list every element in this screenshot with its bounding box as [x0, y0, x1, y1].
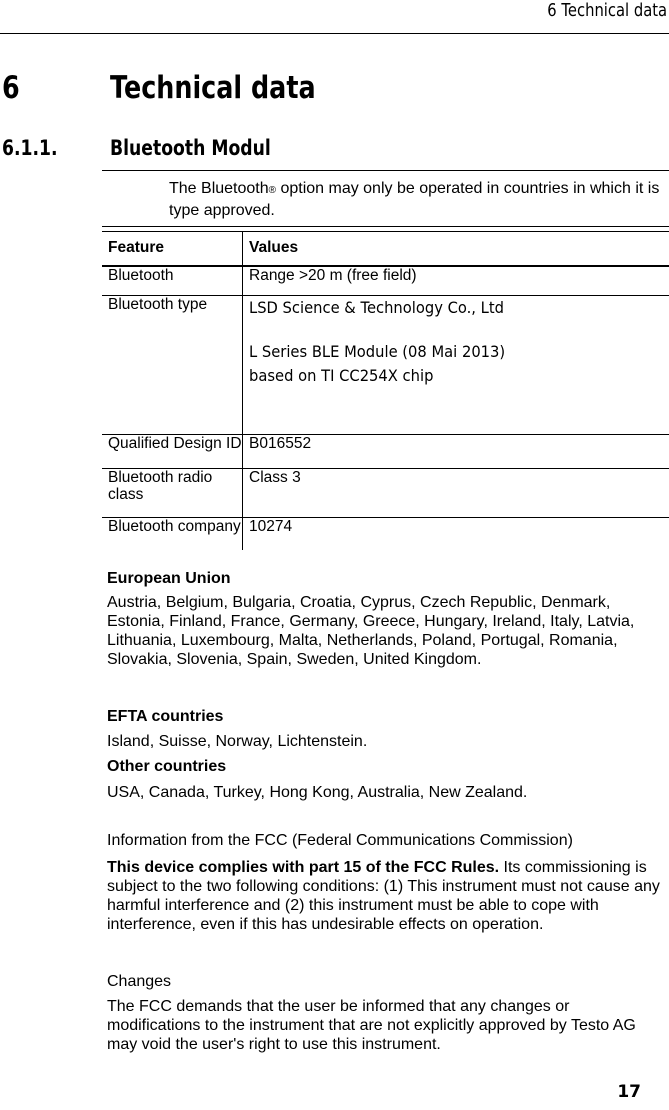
- feature-cell: Bluetooth company: [102, 518, 243, 550]
- other-heading-text: Other countries: [107, 758, 227, 775]
- registered-mark: ®: [268, 185, 276, 196]
- approval-note: [169, 179, 664, 221]
- value-cell: 10274: [249, 518, 293, 535]
- fcc-compliance-lead: This device complies with part 15 of the FCC Rules.: [107, 859, 500, 876]
- note-divider-top: [102, 170, 669, 171]
- fcc-compliance-rest: Its commissioning is subject to the two following conditions: (1) This instrument must not cause any harmful interference and (2) this instrument must be able to cope with interference, even if this has undesirable effects on operation.: [107, 859, 660, 933]
- other-heading: [107, 757, 662, 776]
- table-row: [102, 469, 669, 518]
- table-row: [102, 296, 669, 435]
- section-number: 6.1.1.: [2, 136, 58, 160]
- header-divider: [0, 33, 669, 34]
- efta-heading-text: EFTA countries: [107, 708, 224, 725]
- feature-cell: Bluetooth radio class: [102, 469, 243, 518]
- table-row: [102, 435, 669, 469]
- chapter-number: 6: [2, 70, 20, 106]
- fcc-changes-text: The FCC demands that the user be informed that any changes or modifications to the instrument that are not explicitly approved by Testo AG may void the user's right to use this instrument.: [107, 998, 636, 1053]
- eu-heading-text: European Union: [107, 570, 231, 587]
- column-header-values: Values: [249, 239, 299, 256]
- efta-countries: Island, Suisse, Norway, Lichtenstein.: [107, 733, 368, 750]
- value-cell: [243, 296, 669, 435]
- other-countries: USA, Canada, Turkey, Hong Kong, Australia, New Zealand.: [107, 784, 528, 801]
- value-cell: B016552: [249, 435, 312, 452]
- note-divider-bottom: [102, 226, 669, 227]
- fcc-intro: Information from the FCC (Federal Communications Commission): [107, 832, 573, 849]
- module-manufacturer: LSD Science & Technology Co., Ltd: [249, 298, 504, 317]
- running-header: 6 Technical data: [547, 0, 667, 21]
- table-header-row: [102, 232, 669, 266]
- feature-cell: Bluetooth: [102, 266, 243, 296]
- approval-note-end: option may only be operated in countries in which it is type approved.: [169, 180, 660, 219]
- page-number: 17: [617, 1082, 641, 1102]
- chapter-title: Technical data: [110, 70, 316, 106]
- bluetooth-spec-table: [102, 231, 669, 550]
- feature-cell: Qualified Design ID: [102, 435, 243, 469]
- table-row: [102, 266, 669, 296]
- value-cell: Range >20 m (free field): [249, 266, 417, 284]
- eu-heading: [107, 569, 662, 588]
- eu-countries: Austria, Belgium, Bulgaria, Croatia, Cyprus, Czech Republic, Denmark, Estonia, Finland, France, Germany, Greece, Hungary, Ireland, Italy, Latvia, Lithuania, Luxembourg, Malta, Netherlands, Poland, Portugal, Romania, Slovakia, Slovenia, Spain, Sweden, United Kingdom.: [107, 594, 635, 668]
- section-title: Bluetooth Modul: [110, 136, 271, 160]
- module-chip: based on TI CC254X chip: [249, 366, 434, 385]
- feature-cell: Bluetooth type: [102, 296, 243, 435]
- fcc-changes-heading: Changes: [107, 973, 172, 990]
- efta-heading: [107, 707, 662, 726]
- table-row: [102, 518, 669, 550]
- approval-note-start: The Bluetooth: [169, 180, 269, 197]
- value-cell: Class 3: [249, 469, 301, 486]
- column-header-feature: Feature: [102, 232, 243, 266]
- module-series: L Series BLE Module (08 Mai 2013): [249, 342, 506, 361]
- fcc-compliance: [107, 858, 662, 934]
